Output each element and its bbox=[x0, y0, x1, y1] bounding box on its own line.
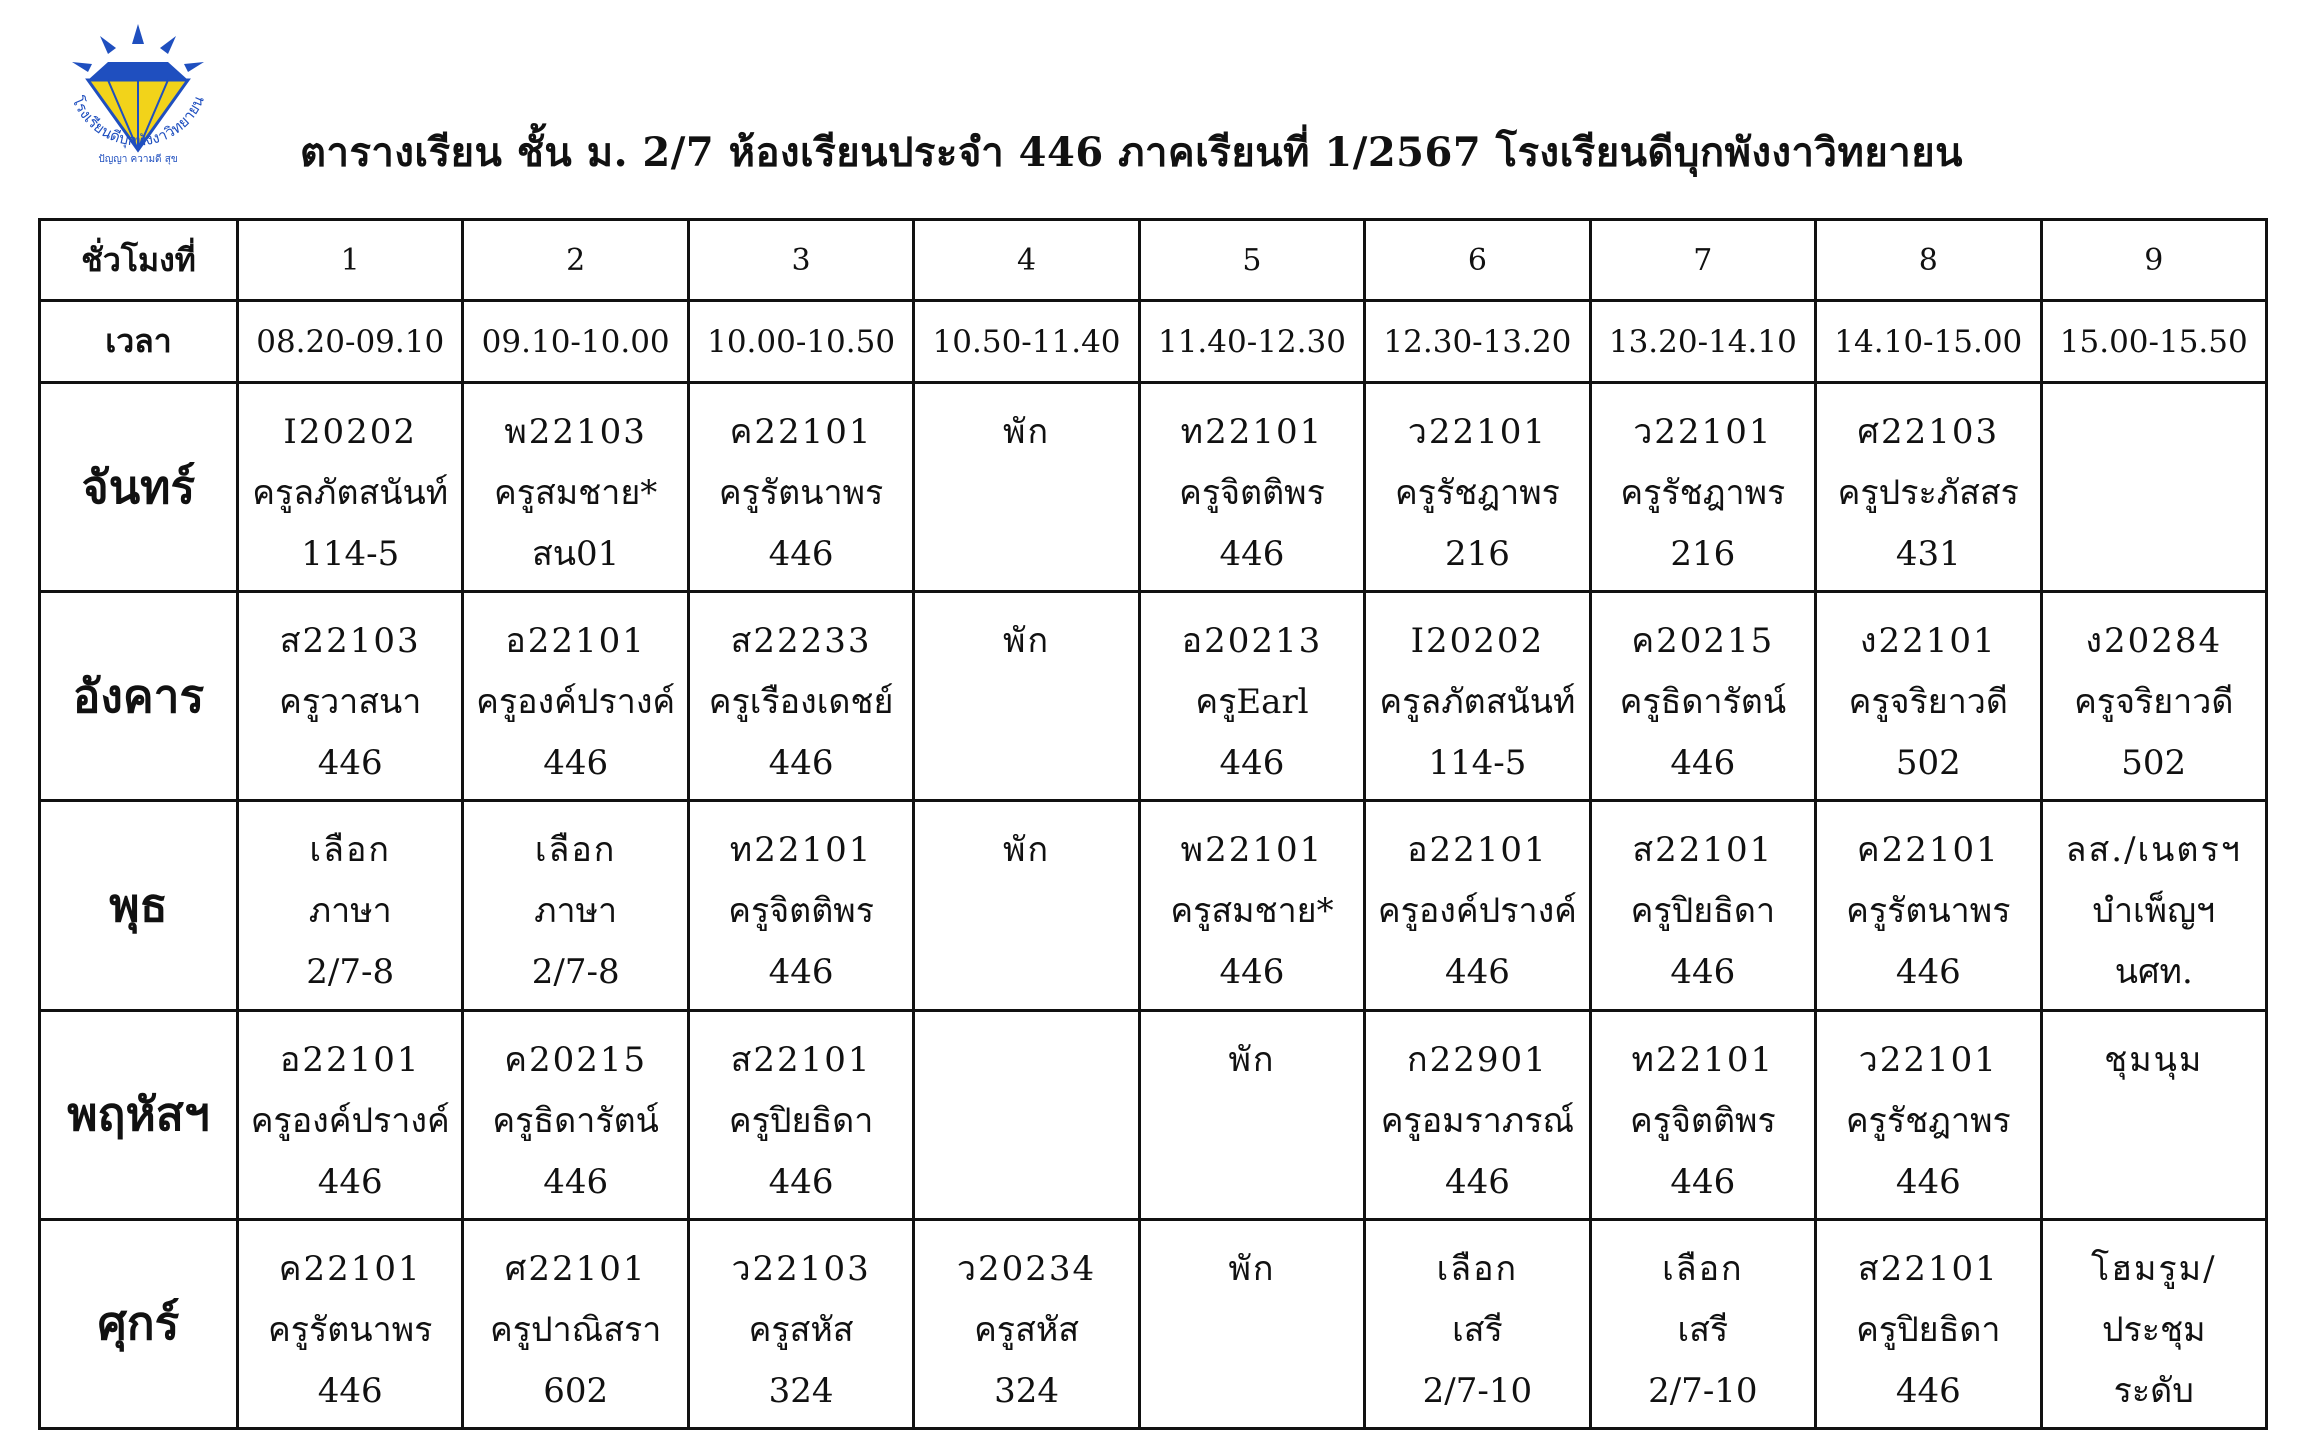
period-number: 7 bbox=[1590, 220, 1815, 301]
class-cell bbox=[1139, 592, 1364, 801]
class-cell bbox=[1816, 1219, 2041, 1428]
time-slot: 13.20-14.10 bbox=[1590, 301, 1815, 382]
day-row bbox=[40, 382, 2267, 591]
teacher-name bbox=[915, 881, 1137, 942]
teacher-name: ครูสมชาย* bbox=[1170, 891, 1334, 932]
class-cell bbox=[2041, 382, 2267, 591]
subject-code: ค22101 bbox=[1856, 830, 2000, 871]
teacher-name: ครูจริยาวดี bbox=[2074, 682, 2234, 723]
subject-code: ท22101 bbox=[1180, 411, 1324, 452]
subject-code: ท22101 bbox=[1631, 1039, 1775, 1080]
room-number: 446 bbox=[1444, 952, 1510, 993]
class-cell bbox=[463, 382, 688, 591]
room-number: 502 bbox=[1895, 743, 1961, 784]
room-number: 502 bbox=[2121, 743, 2187, 784]
class-cell bbox=[2041, 1219, 2267, 1428]
day-row bbox=[40, 1219, 2267, 1428]
teacher-name: ครูวาสนา bbox=[279, 682, 422, 723]
room-number: 324 bbox=[994, 1370, 1059, 1411]
subject-code: I20202 bbox=[283, 411, 418, 452]
room-number: 446 bbox=[1670, 743, 1736, 784]
class-cell bbox=[1590, 1219, 1815, 1428]
subject-code: ชุมนุม bbox=[2104, 1039, 2204, 1080]
room-number: สน01 bbox=[532, 533, 620, 574]
day-name: จันทร์ bbox=[40, 382, 238, 591]
teacher-name: ครูรัตนาพร bbox=[718, 472, 884, 513]
teacher-name: ครูจริยาวดี bbox=[1848, 682, 2008, 723]
subject-code: พัก bbox=[1003, 830, 1051, 871]
subject-code: พ22103 bbox=[504, 411, 647, 452]
room-number: 114-5 bbox=[1428, 743, 1527, 784]
class-cell bbox=[688, 1010, 913, 1219]
period-number: 2 bbox=[463, 220, 688, 301]
subject-code: พัก bbox=[1228, 1039, 1276, 1080]
class-cell bbox=[914, 801, 1139, 1010]
subject-code: เลือก bbox=[309, 830, 391, 871]
subject-code bbox=[2043, 402, 2266, 463]
room-number: 446 bbox=[768, 533, 834, 574]
period-row bbox=[40, 220, 2267, 301]
subject-code: พัก bbox=[1003, 411, 1051, 452]
logo-text: โรงเรียนดีบุกพังงาวิทยายน bbox=[68, 93, 208, 150]
subject-code: ว22101 bbox=[1858, 1039, 1998, 1080]
subject-code: ค22101 bbox=[278, 1248, 422, 1289]
subject-code: ค22101 bbox=[729, 411, 873, 452]
room-number: 324 bbox=[768, 1370, 834, 1411]
teacher-name bbox=[1141, 1300, 1363, 1361]
subject-code: พัก bbox=[1228, 1248, 1276, 1289]
teacher-name: เสรี bbox=[1452, 1309, 1503, 1350]
room-number: 446 bbox=[768, 952, 834, 993]
teacher-name: เสรี bbox=[1677, 1309, 1729, 1350]
teacher-name: ภาษา bbox=[534, 891, 618, 932]
room-number: 2/7-8 bbox=[531, 952, 620, 993]
teacher-name: ภาษา bbox=[308, 891, 392, 932]
room-number: 446 bbox=[1895, 952, 1961, 993]
period-number: 8 bbox=[1816, 220, 2041, 301]
period-number: 1 bbox=[238, 220, 463, 301]
class-cell bbox=[238, 382, 463, 591]
teacher-name bbox=[1141, 1091, 1363, 1152]
teacher-name: ครูองค์ปรางค์ bbox=[250, 1100, 450, 1141]
class-cell bbox=[1590, 592, 1815, 801]
room-number: 2/7-8 bbox=[306, 952, 395, 993]
day-name: พุธ bbox=[40, 801, 238, 1010]
teacher-name: ครูธิดารัตน์ bbox=[1619, 682, 1787, 723]
subject-code: ง22101 bbox=[1859, 621, 1997, 662]
day-row bbox=[40, 592, 2267, 801]
teacher-name bbox=[2043, 1091, 2266, 1152]
teacher-name: ครูรัชฎาพร bbox=[1394, 472, 1560, 513]
subject-code: อ22101 bbox=[1407, 830, 1548, 871]
room-number: 446 bbox=[1670, 952, 1736, 993]
teacher-name: ครูลภัตสนันท์ bbox=[1379, 682, 1576, 723]
room-number bbox=[1141, 1152, 1363, 1213]
teacher-name: ครูปาณิสรา bbox=[489, 1309, 662, 1350]
teacher-name: ครูปิยธิดา bbox=[1630, 891, 1776, 932]
subject-code: ส22101 bbox=[1857, 1248, 1999, 1289]
room-number bbox=[915, 1152, 1137, 1213]
class-cell bbox=[463, 592, 688, 801]
period-number: 4 bbox=[914, 220, 1139, 301]
day-name: พฤหัสฯ bbox=[40, 1010, 238, 1219]
day-row bbox=[40, 1010, 2267, 1219]
subject-code: ลส./เนตรฯ bbox=[2065, 830, 2242, 871]
subject-code: เลือก bbox=[534, 830, 617, 871]
class-cell bbox=[238, 801, 463, 1010]
room-number: นศท. bbox=[2114, 952, 2193, 993]
time-slot: 11.40-12.30 bbox=[1139, 301, 1364, 382]
timetable bbox=[38, 218, 2268, 1430]
subject-code: อ22101 bbox=[505, 621, 646, 662]
subject-code: ว20234 bbox=[956, 1248, 1097, 1289]
class-cell bbox=[2041, 801, 2267, 1010]
subject-code bbox=[915, 1030, 1137, 1091]
day-name: ศุกร์ bbox=[40, 1219, 238, 1428]
time-slot: 09.10-10.00 bbox=[463, 301, 688, 382]
period-number: 5 bbox=[1139, 220, 1364, 301]
subject-code: I20202 bbox=[1410, 621, 1545, 662]
teacher-name: ครูองค์ปรางค์ bbox=[476, 682, 676, 723]
room-number: 446 bbox=[1219, 533, 1285, 574]
room-number: 446 bbox=[317, 1370, 383, 1411]
time-slot: 08.20-09.10 bbox=[238, 301, 463, 382]
room-number: 446 bbox=[1670, 1161, 1736, 1202]
time-slot: 10.00-10.50 bbox=[688, 301, 913, 382]
class-cell bbox=[688, 801, 913, 1010]
room-number: 446 bbox=[1895, 1370, 1961, 1411]
subject-code: ส22101 bbox=[1632, 830, 1774, 871]
class-cell bbox=[1139, 382, 1364, 591]
class-cell bbox=[914, 382, 1139, 591]
class-cell bbox=[463, 801, 688, 1010]
room-number: 446 bbox=[543, 743, 609, 784]
subject-code: ท22101 bbox=[729, 830, 873, 871]
subject-code: ว22101 bbox=[1407, 411, 1548, 452]
class-cell bbox=[1816, 801, 2041, 1010]
teacher-name: ครูรัชฎาพร bbox=[1845, 1100, 2011, 1141]
teacher-name: ครูอมราภรณ์ bbox=[1380, 1100, 1575, 1141]
room-number: 216 bbox=[1444, 533, 1510, 574]
teacher-name bbox=[2043, 463, 2266, 524]
subject-code: พ22101 bbox=[1180, 830, 1324, 871]
room-number: 446 bbox=[317, 1161, 383, 1202]
teacher-name: ครูจิตติพร bbox=[1179, 472, 1325, 513]
class-cell bbox=[914, 1219, 1139, 1428]
time-slot: 15.00-15.50 bbox=[2041, 301, 2267, 382]
room-number: 431 bbox=[1895, 533, 1961, 574]
teacher-name: บำเพ็ญฯ bbox=[2092, 891, 2216, 932]
page-title: ตารางเรียน ชั้น ม. 2/7 ห้องเรียนประจำ 446 ภาคเรียนที่ 1/2567 โรงเรียนดีบุกพังงาวิทยายน bbox=[300, 129, 1964, 176]
teacher-name: ครูสหัส bbox=[748, 1309, 854, 1350]
day-row bbox=[40, 801, 2267, 1010]
class-cell bbox=[1365, 801, 1590, 1010]
period-label: ชั่วโมงที่ bbox=[40, 220, 238, 301]
teacher-name: ครูรัตนาพร bbox=[268, 1309, 433, 1350]
class-cell bbox=[2041, 592, 2267, 801]
time-slot: 12.30-13.20 bbox=[1365, 301, 1590, 382]
room-number: 446 bbox=[768, 743, 834, 784]
room-number: 446 bbox=[1895, 1161, 1961, 1202]
teacher-name bbox=[915, 672, 1137, 733]
teacher-name: ครูสมชาย* bbox=[494, 472, 658, 513]
class-cell bbox=[688, 1219, 913, 1428]
teacher-name: ครูประภัสสร bbox=[1837, 472, 2019, 513]
class-cell bbox=[1365, 592, 1590, 801]
class-cell bbox=[1590, 382, 1815, 591]
room-number bbox=[915, 733, 1137, 794]
subject-code: ส22233 bbox=[730, 621, 872, 662]
class-cell bbox=[688, 592, 913, 801]
teacher-name bbox=[915, 1091, 1137, 1152]
teacher-name: ครูธิดารัตน์ bbox=[492, 1100, 659, 1141]
class-cell bbox=[1139, 801, 1364, 1010]
logo-motto: ปัญญา ความดี สุข bbox=[98, 154, 178, 165]
class-cell bbox=[1365, 1010, 1590, 1219]
class-cell bbox=[238, 592, 463, 801]
teacher-name: ครูปิยธิดา bbox=[728, 1100, 874, 1141]
teacher-name: ครูสหัส bbox=[974, 1309, 1079, 1350]
subject-code: ว22101 bbox=[1633, 411, 1773, 452]
room-number bbox=[915, 942, 1137, 1003]
class-cell bbox=[238, 1010, 463, 1219]
subject-code: อ22101 bbox=[279, 1039, 421, 1080]
subject-code: โฮมรูม/ bbox=[2090, 1248, 2217, 1289]
room-number bbox=[915, 524, 1137, 585]
room-number: 446 bbox=[1444, 1161, 1510, 1202]
room-number: 114-5 bbox=[301, 533, 400, 574]
room-number: 446 bbox=[768, 1161, 834, 1202]
room-number bbox=[2043, 1152, 2266, 1213]
subject-code: ง20284 bbox=[2085, 621, 2223, 662]
subject-code: ส22101 bbox=[730, 1039, 872, 1080]
class-cell bbox=[463, 1010, 688, 1219]
room-number: 446 bbox=[543, 1161, 609, 1202]
period-number: 3 bbox=[688, 220, 913, 301]
class-cell bbox=[463, 1219, 688, 1428]
class-cell bbox=[914, 592, 1139, 801]
class-cell bbox=[1139, 1219, 1364, 1428]
subject-code: ศ22101 bbox=[504, 1248, 647, 1289]
day-name: อังคาร bbox=[40, 592, 238, 801]
teacher-name: ครูเรืองเดชย์ bbox=[708, 682, 894, 723]
subject-code: เลือก bbox=[1436, 1248, 1519, 1289]
subject-code: พัก bbox=[1003, 621, 1051, 662]
teacher-name: ครูองค์ปรางค์ bbox=[1377, 891, 1577, 932]
teacher-name: ครูรัตนาพร bbox=[1846, 891, 2011, 932]
class-cell bbox=[1816, 592, 2041, 801]
class-cell bbox=[1590, 1010, 1815, 1219]
room-number: 602 bbox=[543, 1370, 609, 1411]
subject-code: ค20215 bbox=[504, 1039, 648, 1080]
room-number: ระดับ bbox=[2113, 1370, 2194, 1411]
teacher-name: ครูจิตติพร bbox=[728, 891, 874, 932]
room-number: 2/7-10 bbox=[1422, 1370, 1533, 1411]
time-slot: 14.10-15.00 bbox=[1816, 301, 2041, 382]
time-row bbox=[40, 301, 2267, 382]
class-cell bbox=[2041, 1010, 2267, 1219]
class-cell bbox=[1816, 382, 2041, 591]
period-number: 9 bbox=[2041, 220, 2267, 301]
class-cell bbox=[1590, 801, 1815, 1010]
room-number: 446 bbox=[1219, 743, 1285, 784]
class-cell bbox=[688, 382, 913, 591]
teacher-name: ครูจิตติพร bbox=[1629, 1100, 1776, 1141]
subject-code: ก22901 bbox=[1407, 1039, 1548, 1080]
time-label: เวลา bbox=[40, 301, 238, 382]
subject-code: เลือก bbox=[1662, 1248, 1744, 1289]
teacher-name: ครูรัชฎาพร bbox=[1620, 472, 1786, 513]
teacher-name: ครูปิยธิดา bbox=[1856, 1309, 2001, 1350]
room-number: 446 bbox=[317, 743, 383, 784]
room-number bbox=[2043, 524, 2266, 585]
class-cell bbox=[238, 1219, 463, 1428]
room-number: 2/7-10 bbox=[1648, 1370, 1758, 1411]
class-cell bbox=[1365, 382, 1590, 591]
time-slot: 10.50-11.40 bbox=[914, 301, 1139, 382]
teacher-name: ประชุม bbox=[2101, 1309, 2206, 1350]
subject-code: ค20215 bbox=[1631, 621, 1775, 662]
school-logo-icon bbox=[48, 22, 228, 172]
subject-code: ศ22103 bbox=[1857, 411, 2000, 452]
teacher-name bbox=[915, 463, 1137, 524]
class-cell bbox=[1139, 1010, 1364, 1219]
teacher-name: ครูEarl bbox=[1195, 682, 1309, 723]
class-cell bbox=[914, 1010, 1139, 1219]
subject-code: ส22103 bbox=[279, 621, 421, 662]
room-number bbox=[1141, 1361, 1363, 1422]
subject-code: อ20213 bbox=[1181, 621, 1323, 662]
room-number: 446 bbox=[1219, 952, 1285, 993]
room-number: 216 bbox=[1670, 533, 1736, 574]
subject-code: ว22103 bbox=[731, 1248, 871, 1289]
class-cell bbox=[1365, 1219, 1590, 1428]
class-cell bbox=[1816, 1010, 2041, 1219]
teacher-name: ครูลภัตสนันท์ bbox=[252, 472, 449, 513]
period-number: 6 bbox=[1365, 220, 1590, 301]
